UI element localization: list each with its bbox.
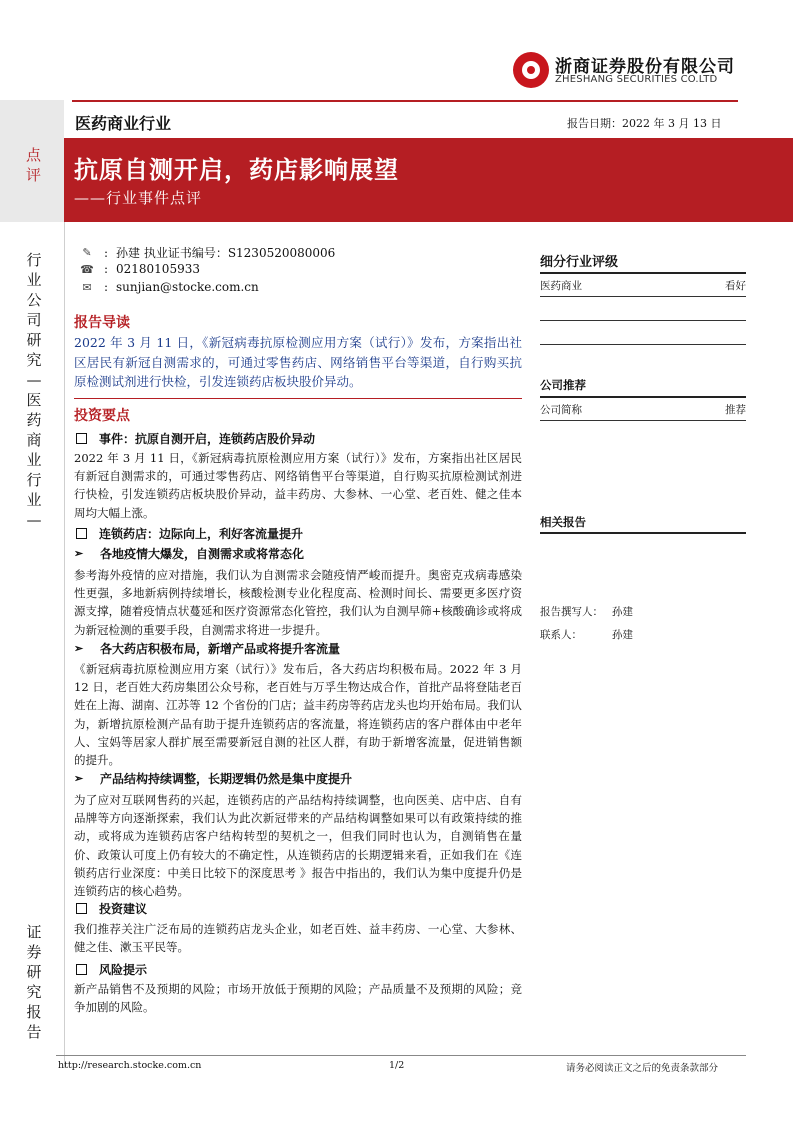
rating-row-rule [540, 320, 746, 321]
envelope-icon: ✉ [82, 280, 92, 294]
company-logo-icon [513, 52, 549, 88]
lead-divider [74, 398, 522, 399]
author-email-line: ✉ : sunjian@stocke.com.cn [78, 280, 259, 294]
lead-title: 报告导读 [74, 315, 130, 331]
page-number: 1/2 [389, 1060, 405, 1071]
rating-heading: 细分行业评级 [540, 255, 619, 270]
footer-rule [56, 1055, 746, 1056]
rating-sector: 医药商业 [540, 280, 582, 292]
side-text-lower: 证券研究报告 [26, 923, 42, 1041]
footer-disclaimer: 请务必阅读正文之后的免责条款部分 [566, 1063, 719, 1074]
company-heading: 公司推荐 [540, 378, 586, 392]
company-row-rule [540, 420, 746, 421]
sub3-text: 为了应对互联网售药的兴起，连锁药店的产品结构持续调整，也向医美、店中店、自有品牌等方向逐渐探索，我们认为此次新冠带来的产品结构调整如果可以有政策持续的推动，或将成为连锁药店客户结构转型的契机之一，但我们同时也认为，自测销售在量价、政策认可度上仍有较大的不确定性，从连锁药店的长期逻辑来看，正如我们在《连锁药店行业深度：中美日比较下的深度思考 》报告中指出的，我们认为集中度提升仍是连锁药店的核心趋势。 [74, 793, 522, 899]
sub2-heading: ➢ 各大药店积极布局，新增产品或将提升客流量 [74, 642, 341, 656]
square-bullet-icon [76, 903, 87, 914]
invest-title: 投资要点 [74, 408, 130, 424]
side-tag: 点评 [26, 146, 42, 184]
company-abbr: 公司简称 [540, 404, 582, 416]
company-rating: 推荐 [725, 404, 746, 416]
event-heading: 事件：抗原自测开启，连锁药店股价异动 [74, 430, 315, 447]
sub1-heading: ➢ 各地疫情大爆发，自测需求或将常态化 [74, 547, 305, 561]
risk-text: 新产品销售不及预期的风险；市场开放低于预期的风险；产品质量不及预期的风险；竞争加剧的风险。 [74, 982, 522, 1015]
report-date: 报告日期：2022 年 3 月 13 日 [567, 117, 722, 130]
sub2-text: 《新冠病毒抗原检测应用方案（试行）》发布后，各大药店均积极布局。2022 年 3 月 12 日，老百姓大药房集团公众号称，老百姓与万孚生物达成合作，首批产品将登陆老百姓在上海、湖南、江苏等 12 个省份的门店；益丰药房等药店龙头也均开始布局。我们认为，新增抗原检测产品有助于提升连锁药店的客流量，将连锁药店的客户群体由中老年人、宝妈等居家人群扩展至需要新冠自测的社区人群，有助于新增客流量，促进销售额的提升。 [74, 662, 522, 768]
risk-heading: 风险提示 [74, 961, 147, 978]
related-rule [540, 532, 746, 534]
report-title: 抗原自测开启，药店影响展望 [74, 155, 399, 184]
contact-person: 联系人： 孙建 [540, 629, 633, 641]
author-phone: 02180105933 [116, 262, 200, 276]
rating-row-rule [540, 344, 746, 345]
author-email[interactable]: sunjian@stocke.com.cn [116, 280, 259, 294]
contact-writer: 报告撰写人： 孙建 [540, 606, 633, 618]
related-heading: 相关报告 [540, 515, 586, 529]
arrow-bullet-icon: ➢ [74, 772, 84, 785]
header-rule [72, 100, 738, 102]
rating-rule [540, 272, 746, 274]
company-name-en: ZHESHANG SECURITIES CO.LTD [555, 74, 718, 85]
author-name: 孙建 执业证书编号：S1230520080006 [116, 246, 336, 260]
lead-text: 2022 年 3 月 11 日，《新冠病毒抗原检测应用方案（试行）》发布，方案指出社区居民有新冠自测需求的，可通过零售药店、网络销售平台等渠道，自行购买抗原检测试剂进行快检，引发连锁药店板块股价异动。 [74, 335, 522, 389]
event-text: 2022 年 3 月 11 日，《新冠病毒抗原检测应用方案（试行）》发布，方案指出社区居民有新冠自测需求的，可通过零售药店、网络销售平台等渠道，自行购买抗原检测试剂进行快检，引发连锁药店板块股价异动，益丰药房、大参林、一心堂、老百姓、健之佳本周均大幅上涨。 [74, 451, 522, 520]
side-divider [64, 222, 65, 1068]
pen-icon: ✎ [82, 246, 92, 259]
side-text-upper: 行业公司研究—医药商业行业— [26, 251, 42, 529]
advice-heading: 投资建议 [74, 900, 147, 917]
sub3-heading: ➢ 产品结构持续调整，长期逻辑仍然是集中度提升 [74, 772, 353, 786]
square-bullet-icon [76, 964, 87, 975]
sub1-text: 参考海外疫情的应对措施，我们认为自测需求会随疫情严峻而提升。奥密克戎病毒感染性更强，多地新病例持续增长，核酸检测专业化程度高、检测时间长、需要更多医疗资源支撑，随着疫情点状蔓延和医疗资源常态化管控，我们认为自测早筛+核酸确诊或将成为新冠检测的重要手段，自测需求将进一步提升。 [74, 568, 522, 637]
advice-text: 我们推荐关注广泛布局的连锁药店龙头企业，如老百姓、益丰药房、一心堂、大参林、健之佳、漱玉平民等。 [74, 922, 522, 955]
rating-row [540, 278, 746, 293]
footer-url-link[interactable]: http://research.stocke.com.cn [58, 1060, 202, 1071]
square-bullet-icon [76, 433, 87, 444]
author-name-line: ✎ : 孙建 执业证书编号：S1230520080006 [78, 244, 335, 261]
author-phone-line: ☎ : 02180105933 [78, 262, 200, 276]
square-bullet-icon [76, 528, 87, 539]
company-rule [540, 396, 746, 398]
company-name-cn: 浙商证券股份有限公司 [555, 57, 735, 77]
report-subtitle: ——行业事件点评 [74, 189, 203, 207]
phone-icon: ☎ [80, 262, 94, 276]
company-row [540, 402, 746, 417]
rating-row-rule [540, 296, 746, 297]
chain-heading: 连锁药店：边际向上，利好客流量提升 [74, 525, 303, 542]
arrow-bullet-icon: ➢ [74, 547, 84, 560]
arrow-bullet-icon: ➢ [74, 642, 84, 655]
rating-value: 看好 [725, 280, 746, 292]
industry-label: 医药商业行业 [75, 114, 172, 133]
